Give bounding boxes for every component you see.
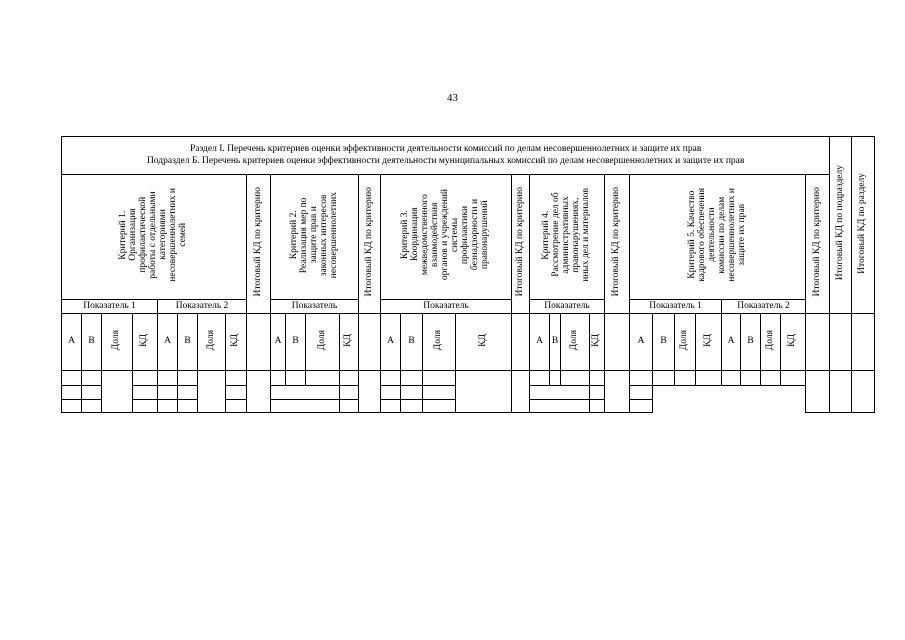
criterion-total-label: Итоговый КД по критерию <box>811 187 822 297</box>
column-b-header: В <box>82 314 102 371</box>
total-by-section-header <box>852 137 875 314</box>
column-share-label: Доля <box>764 329 775 351</box>
criterion-4-total-header <box>605 175 630 314</box>
data-cell[interactable] <box>561 371 590 386</box>
data-cell[interactable] <box>590 386 653 400</box>
criterion-1-label: Критерий 1. Организация профилактической работы с отдельными категориями несовершеннолетних и семей <box>118 188 188 282</box>
column-kd-header <box>696 314 722 371</box>
criterion-4-label: Критерий 4. Рассмотрение дел об административных правонарушениях, иных дел и материалов <box>541 188 591 282</box>
column-a-header: А <box>62 314 82 371</box>
data-cell[interactable] <box>630 371 653 386</box>
total-by-subsection-header <box>830 137 852 314</box>
criterion-total-label: Итоговый КД по критерию <box>514 187 525 297</box>
column-kd-label: КД <box>591 333 602 347</box>
data-cell[interactable] <box>340 386 359 400</box>
column-share-label: Доля <box>569 329 580 351</box>
column-b-header: В <box>178 314 198 371</box>
data-cell[interactable] <box>852 371 875 413</box>
data-cell[interactable] <box>456 371 512 413</box>
criterion-2-label: Критерий 2. Реализация мер по защите прав и законных интересов несовершеннолетних <box>288 191 339 279</box>
data-cell[interactable] <box>401 371 423 386</box>
column-b-header: В <box>550 314 561 371</box>
column-kd-header <box>456 314 512 371</box>
total-cell <box>830 314 852 371</box>
total-by-subsection-label: Итоговый КД по подразделу <box>834 165 845 281</box>
data-cell[interactable] <box>696 371 722 386</box>
data-cell[interactable] <box>761 371 781 386</box>
data-cell[interactable] <box>306 371 340 386</box>
data-cell[interactable] <box>401 400 423 413</box>
table-title-cell <box>62 137 830 175</box>
data-cell[interactable] <box>158 400 178 413</box>
total-cell <box>512 314 530 371</box>
column-kd-header <box>226 314 247 371</box>
column-a-header: А <box>530 314 550 371</box>
column-kd-label: КД <box>139 333 150 347</box>
c1-indicator-2-header: Показатель 2 <box>158 300 247 314</box>
criterion-1-header <box>62 175 247 300</box>
criterion-total-label: Итоговый КД по критерию <box>252 187 263 297</box>
data-cell[interactable] <box>806 371 830 413</box>
column-share-label: Доля <box>679 329 690 351</box>
column-share-header <box>561 314 590 371</box>
data-cell[interactable] <box>512 371 530 413</box>
data-cell[interactable] <box>401 386 423 400</box>
column-share-header <box>306 314 340 371</box>
column-kd-label: КД <box>477 333 488 347</box>
data-cell[interactable] <box>62 386 82 400</box>
c5-indicator-1-header: Показатель 1 <box>630 300 722 314</box>
data-cell[interactable] <box>653 371 675 386</box>
column-kd-header <box>133 314 158 371</box>
data-cell[interactable] <box>178 400 198 413</box>
column-kd-label: КД <box>230 333 241 347</box>
column-share-header <box>675 314 696 371</box>
column-share-label: Доля <box>111 329 122 351</box>
data-cell[interactable] <box>423 400 456 413</box>
c1-indicator-1-header: Показатель 1 <box>62 300 158 314</box>
data-cell[interactable] <box>359 371 381 413</box>
criterion-5-label: Критерий 5. Качество кадрового обеспечения деятельности комиссии по делам несовершеннолетних и защите их прав <box>686 188 747 282</box>
data-cell[interactable] <box>781 371 806 386</box>
data-cell[interactable] <box>423 386 456 400</box>
subsection-title: Подраздел Б. Перечень критериев оценки эффективности деятельности муниципальных комиссий по делам несовершеннолетних и защите их прав <box>146 155 745 166</box>
data-cell[interactable] <box>178 386 198 400</box>
data-cell[interactable] <box>133 371 158 386</box>
column-kd-header <box>590 314 605 371</box>
data-cell[interactable] <box>247 371 271 413</box>
data-cell[interactable] <box>133 400 158 413</box>
data-cell[interactable] <box>271 386 340 400</box>
criterion-3-total-header <box>512 175 530 314</box>
column-share-label: Доля <box>433 329 444 351</box>
column-kd-label: КД <box>702 333 713 347</box>
criteria-row <box>62 175 875 300</box>
criterion-5-total-header <box>806 175 830 314</box>
column-kd-label: КД <box>787 333 798 347</box>
column-share-header <box>423 314 456 371</box>
data-cell[interactable] <box>62 400 82 413</box>
table-row <box>62 371 875 386</box>
data-cell[interactable] <box>741 371 761 386</box>
column-a-header: А <box>271 314 286 371</box>
column-share-header <box>198 314 226 371</box>
criterion-2-header <box>271 175 359 300</box>
section-title: Раздел I. Перечень критериев оценки эффективности деятельности комиссий по делам несовершеннолетних и защите их прав <box>189 143 702 154</box>
data-cell[interactable] <box>590 371 605 386</box>
subcolumn-header-row <box>62 314 875 371</box>
data-cell[interactable] <box>340 400 359 413</box>
total-cell <box>806 314 830 371</box>
data-cell[interactable] <box>62 371 82 386</box>
criterion-total-label: Итоговый КД по критерию <box>611 187 622 297</box>
criteria-table-wrapper <box>61 136 875 413</box>
column-b-header: В <box>653 314 675 371</box>
data-cell[interactable] <box>158 371 178 386</box>
data-cell[interactable] <box>381 400 401 413</box>
column-a-header: А <box>381 314 401 371</box>
data-cell[interactable] <box>102 371 133 413</box>
data-cell[interactable] <box>530 371 550 386</box>
c4-indicator-header: Показатель <box>530 300 605 314</box>
criterion-total-label: Итоговый КД по критерию <box>363 187 374 297</box>
column-kd-header <box>781 314 806 371</box>
data-cell[interactable] <box>675 371 696 386</box>
data-cell[interactable] <box>198 371 226 413</box>
c3-indicator-header: Показатель <box>381 300 512 314</box>
column-a-header: А <box>722 314 741 371</box>
criteria-table <box>61 136 875 413</box>
page-number: 43 <box>447 92 458 104</box>
data-cell[interactable] <box>340 371 359 386</box>
total-by-section-label: Итоговый КД по разделу <box>857 172 868 274</box>
column-b-header: В <box>401 314 423 371</box>
total-cell <box>605 314 630 371</box>
column-b-header: В <box>286 314 306 371</box>
criterion-1-total-header <box>247 175 271 314</box>
data-cell[interactable] <box>590 400 653 413</box>
criterion-3-label: Критерий 3. Координация межведомственного взаимодействия органов и учреждений системы профилактики безнадзорности и правонарушений <box>400 189 490 281</box>
data-cell[interactable] <box>271 371 286 386</box>
column-share-header <box>102 314 133 371</box>
data-cell[interactable] <box>158 386 178 400</box>
data-cell[interactable] <box>133 386 158 400</box>
data-cell[interactable] <box>830 371 852 413</box>
data-cell[interactable] <box>82 386 102 400</box>
data-cell[interactable] <box>82 400 102 413</box>
header-title-row <box>62 137 875 175</box>
c5-indicator-2-header: Показатель 2 <box>722 300 806 314</box>
column-kd-header <box>340 314 359 371</box>
data-cell[interactable] <box>178 371 198 386</box>
data-cell[interactable] <box>226 400 247 413</box>
total-cell <box>359 314 381 371</box>
criterion-3-header <box>381 175 512 300</box>
data-cell[interactable] <box>423 371 456 386</box>
data-cell[interactable] <box>226 386 247 400</box>
criterion-2-total-header <box>359 175 381 314</box>
data-cell[interactable] <box>381 371 401 386</box>
data-cell[interactable] <box>381 386 401 400</box>
column-a-header: А <box>630 314 653 371</box>
column-share-label: Доля <box>205 329 216 351</box>
column-share-label: Доля <box>316 329 327 351</box>
total-cell <box>247 314 271 371</box>
column-share-header <box>761 314 781 371</box>
data-cell[interactable] <box>530 400 590 413</box>
data-cell[interactable] <box>550 371 561 386</box>
column-a-header: А <box>158 314 178 371</box>
total-cell <box>852 314 875 371</box>
column-b-header: В <box>741 314 761 371</box>
c2-indicator-header: Показатель <box>271 300 359 314</box>
data-cell[interactable] <box>722 371 741 386</box>
column-kd-label: КД <box>343 333 354 347</box>
data-cell[interactable] <box>286 371 306 386</box>
data-cell[interactable] <box>226 371 247 386</box>
data-cell[interactable] <box>530 386 590 400</box>
data-cell[interactable] <box>82 371 102 386</box>
indicator-row <box>62 300 875 314</box>
criterion-5-header <box>630 175 806 300</box>
criterion-4-header <box>530 175 605 300</box>
data-cell[interactable] <box>271 400 340 413</box>
